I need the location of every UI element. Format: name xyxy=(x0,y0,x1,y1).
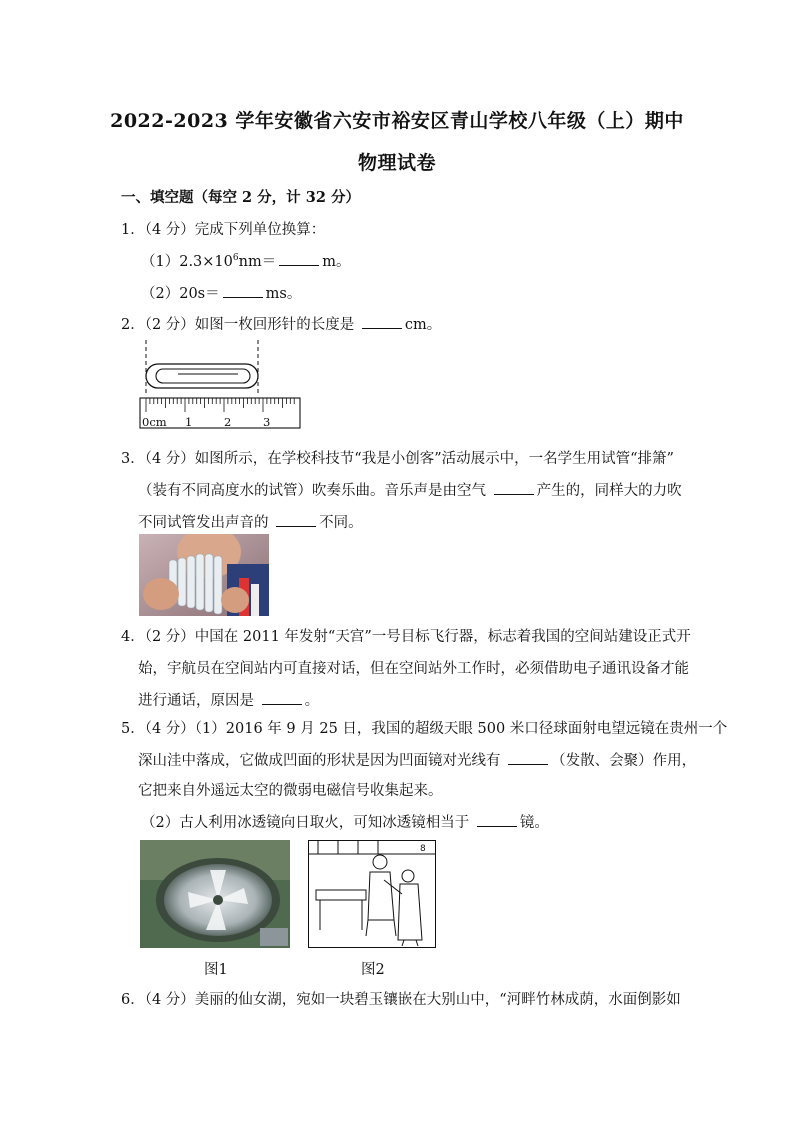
question-2: 2．（2 分）如图一枚回形针的长度是 cm。 xyxy=(121,317,442,333)
question-3-line3: 不同试管发出声音的 不同。 xyxy=(138,515,363,531)
ruler xyxy=(140,398,300,429)
answer-blank[interactable] xyxy=(276,514,316,527)
question-4-line2: 始，宇航员在空间站内可直接对话，但在空间站外工作时，必须借助电子通讯设备才能 xyxy=(138,661,689,677)
answer-blank[interactable] xyxy=(279,253,319,266)
question-4-line3: 进行通话，原因是 。 xyxy=(138,693,320,709)
answer-blank[interactable] xyxy=(508,752,548,765)
ruler-paperclip-figure xyxy=(138,338,304,430)
answer-blank[interactable] xyxy=(494,482,534,495)
question-5-line4: （2）古人利用冰透镜向日取火，可知冰透镜相当于 镜。 xyxy=(141,815,549,831)
question-5-line3: 它把来自外遥远太空的微弱电磁信号收集起来。 xyxy=(138,783,443,799)
question-5-line1: 5．（4 分）（1）2016 年 9 月 25 日，我国的超级天眼 500 米口径球面射电望远镜在贵州一个 xyxy=(121,721,728,737)
ruler-label-2: 2 xyxy=(224,415,232,429)
answer-blank[interactable] xyxy=(262,692,302,705)
section-heading: 一、填空题（每空 2 分，计 32 分） xyxy=(121,189,360,206)
answer-blank[interactable] xyxy=(362,316,402,329)
answer-blank[interactable] xyxy=(223,285,263,298)
paperclip-icon xyxy=(146,364,258,388)
pan-flute-photo xyxy=(139,534,269,616)
ruler-label-0: 0cm xyxy=(142,415,167,429)
question-3-line2: （装有不同高度水的试管）吹奏乐曲。音乐声是由空气 产生的，同样大的力吹 xyxy=(138,483,682,499)
ruler-label-1: 1 xyxy=(185,415,193,429)
question-4-line1: 4．（2 分）中国在 2011 年发射“天宫”一号目标飞行器，标志着我国的空间站建设正式开 xyxy=(121,629,691,645)
question-3-line1: 3．（4 分）如图所示，在学校科技节“我是小创客”活动展示中，一名学生用试管“排箫” xyxy=(121,451,674,467)
question-6-line1: 6．（4 分）美丽的仙女湖，宛如一块碧玉镶嵌在大别山中，“河畔竹林成荫，水面倒影如 xyxy=(121,992,681,1008)
question-1-head: 1．（4 分）完成下列单位换算： xyxy=(121,222,326,238)
question-5-line2: 深山洼中落成，它做成凹面的形状是因为凹面镜对光线有 （发散、会聚）作用， xyxy=(138,753,697,769)
answer-blank[interactable] xyxy=(477,814,517,827)
figure-2-caption: 图2 xyxy=(361,962,385,978)
exam-title-line1: 2022-2023 学年安徽省六安市裕安区青山学校八年级（上）期中 xyxy=(110,110,684,132)
svg-text:8: 8 xyxy=(420,844,426,854)
question-1-part1: $(1)2.3\times 10^6nm= m$。 xyxy=(141,253,351,270)
fast-telescope-photo xyxy=(140,840,290,948)
question-1-part2: （2）20s＝ ms。 xyxy=(141,286,302,302)
ancient-fire-drawing xyxy=(308,840,436,948)
exam-title-line2: 物理试卷 xyxy=(357,152,436,174)
ruler-label-3: 3 xyxy=(263,415,271,429)
figure-1-caption: 图1 xyxy=(204,962,228,978)
